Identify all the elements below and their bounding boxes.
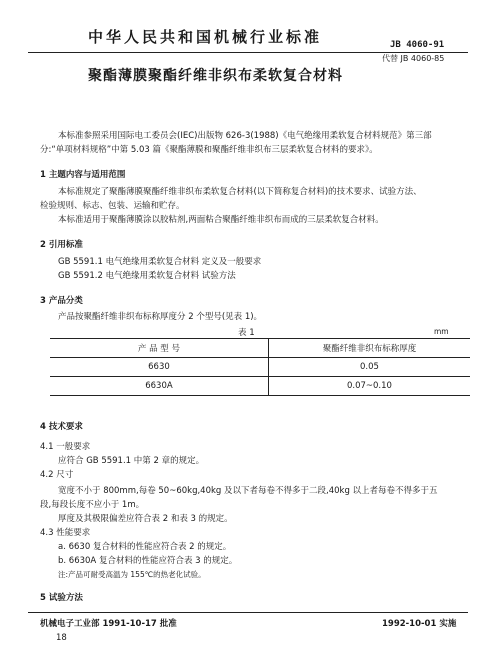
section-4-3-item-b: b. 6630A 复合材料的性能应符合表 3 的规定。	[58, 556, 238, 566]
approval-date: 机械电子工业部 1991-10-17 批准	[40, 619, 177, 629]
section-1-para-1-line-1: 本标准规定了聚酯薄膜聚酯纤维非织布柔软复合材料(以下简称复合材料)的技术要求、试验方法、	[58, 187, 422, 197]
table-1-unit: mm	[434, 327, 449, 336]
intro-line-1: 本标准参照采用国际电工委员会(IEC)出版物 626-3(1988)《电气绝缘用柔软复合材料规范》第三部	[58, 131, 432, 141]
section-4-2-line-2: 段,每段长度不应小于 1m。	[40, 500, 145, 510]
standard-code: JB 4060-91	[390, 40, 445, 50]
section-4-2-heading: 4.2 尺寸	[40, 470, 74, 480]
section-4-1-heading: 4.1 一般要求	[40, 442, 91, 452]
table-cell-type: 6630	[50, 358, 268, 377]
product-type-table	[50, 338, 470, 396]
intro-line-2: 分:“单项材料规格”中第 5.03 篇《聚酯薄膜和聚酯纤维非织布三层柔软复合材料的要求》。	[40, 145, 378, 155]
section-4-3-note: 注:产品可耐受高温为 155℃的热老化试验。	[58, 570, 206, 579]
table-row	[50, 358, 470, 377]
reference-gb5591-1: GB 5591.1 电气绝缘用柔软复合材料 定义及一般要求	[58, 257, 262, 267]
table-cell-thickness: 0.07~0.10	[346, 381, 392, 391]
section-4-2-line-1: 宽度不小于 800mm,每卷 50~60kg,40kg 及以下者每卷不得多于二段,40kg 以上者每卷不得多于五	[58, 486, 438, 496]
section-1-para-2: 本标准适用于聚酯薄膜涂以胶粘剂,两面粘合聚酯纤维非织布而成的三层柔软复合材料。	[58, 215, 384, 225]
table-cell-thickness: 0.05	[359, 362, 379, 372]
page-number: 18	[56, 633, 67, 643]
section-4-2-line-3: 厚度及其极限偏差应符合表 2 和表 3 的规定。	[58, 514, 233, 524]
standard-replaces: 代替 JB 4060-85	[382, 54, 445, 63]
table-header-row	[50, 339, 470, 358]
section-4-3-item-a: a. 6630 复合材料的性能应符合表 2 的规定。	[58, 542, 232, 552]
section-1-para-1-line-2: 检验规则、标志、包装、运输和贮存。	[40, 201, 185, 211]
table-header-nominal-thickness: 聚酯纤维非织布标称厚度	[322, 344, 417, 354]
reference-gb5591-2: GB 5591.2 电气绝缘用柔软复合材料 试验方法	[58, 271, 236, 281]
section-5-heading: 5 试验方法	[40, 593, 83, 603]
table-cell-type: 6630A	[50, 377, 268, 396]
section-4-1-text: 应符合 GB 5591.1 中第 2 章的规定。	[58, 456, 205, 466]
section-4-heading: 4 技术要求	[40, 422, 83, 432]
section-2-heading: 2 引用标准	[40, 240, 83, 250]
section-3-text: 产品按聚酯纤维非织布标称厚度分 2 个型号(见表 1)。	[58, 312, 263, 322]
table-1-title: 表 1	[238, 328, 255, 338]
table-row	[50, 377, 470, 396]
section-4-3-heading: 4.3 性能要求	[40, 528, 91, 538]
section-1-heading: 1 主题内容与适用范围	[40, 170, 126, 180]
footer-rule	[28, 612, 468, 613]
section-3-heading: 3 产品分类	[40, 296, 83, 306]
standard-category-title: 中华人民共和国机械行业标准	[88, 28, 323, 46]
implementation-date: 1992-10-01 实施	[382, 619, 457, 629]
document-title: 聚酯薄膜聚酯纤维非织布柔软复合材料	[88, 68, 343, 84]
table-header-product-type: 产 品 型 号	[50, 339, 268, 358]
